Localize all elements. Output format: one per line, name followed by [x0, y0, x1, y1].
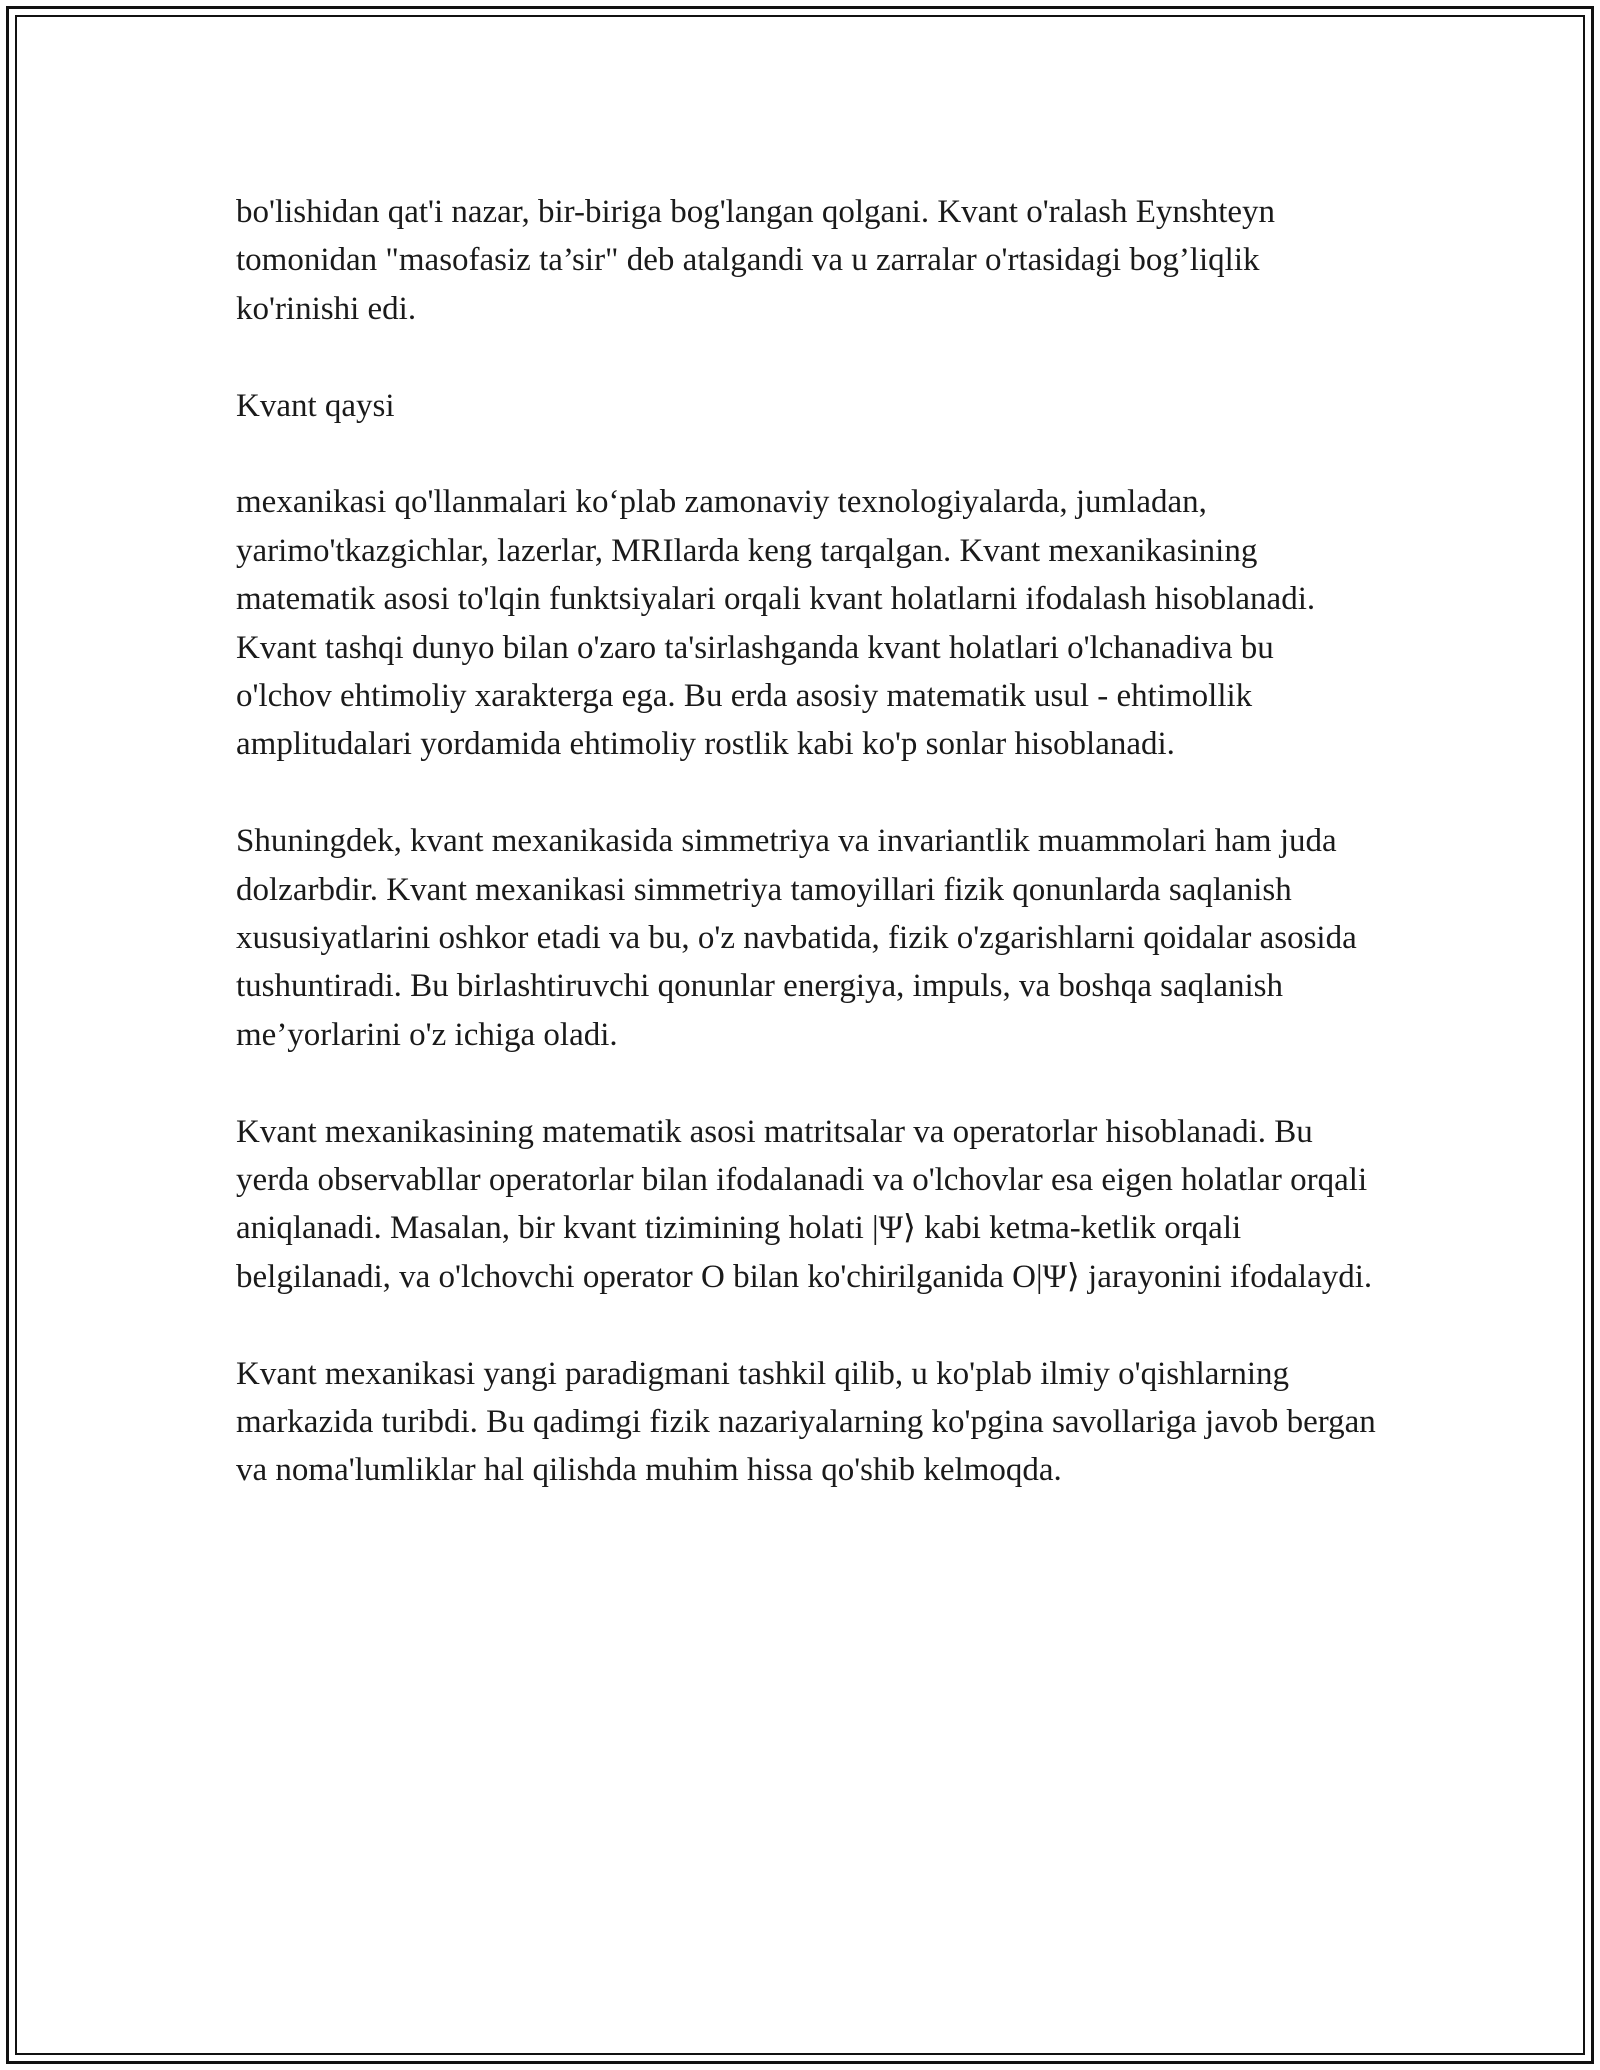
paragraph-entanglement-continuation: bo'lishidan qat'i nazar, bir-biriga bog'langan qolgani. Kvant o'ralash Eynshteyn tomonidan "masofasiz ta’sir" deb atalgandi va u zarralar o'rtasidagi bog’liqlik ko'rinishi edi. — [236, 194, 1276, 327]
paragraph-fragment-kvant-qaysi: Kvant qaysi — [236, 387, 395, 424]
paragraph-applications: mexanikasi qo'llanmalari ko‘plab zamonaviy texnologiyalarda, jumladan, yarimo'tkazgichlar, lazerlar, MRIlarda keng tarqalgan. Kvant mexanikasining matematik asosi to'lqin funktsiyalari orqali kvant holatlarni ifodalash hisoblanadi. Kvant tashqi dunyo bilan o'zaro ta'sirlashganda kvant holatlari o'lchanadiva bu o'lchov ehtimoliy xarakterga ega. Bu erda asosiy matematik usul - ehtimollik amplitudalari yordamida ehtimoliy rostlik kabi ko'p sonlar hisoblanadi. — [236, 484, 1316, 763]
paragraph-symmetry: Shuningdek, kvant mexanikasida simmetriya va invariantlik muammolari ham juda dolzarbdir. Kvant mexanikasi simmetriya tamoyillari fizik qonunlarda saqlanish xususiyatlarini oshkor etadi va bu, o'z navbatida, fizik o'zgarishlarni qoidalar asosida tushuntiradi. Bu birlashtiruvchi qonunlar energiya, impuls, va boshqa saqlanish me’yorlarini o'z ichiga oladi. — [236, 823, 1357, 1053]
paragraph-conclusion: Kvant mexanikasi yangi paradigmani tashkil qilib, u ko'plab ilmiy o'qishlarning markazida turibdi. Bu qadimgi fizik nazariyalarning ko'pgina savollariga javob bergan va noma'lumliklar hal qilishda muhim hissa qo'shib kelmoqda. — [236, 1355, 1376, 1489]
document-body — [236, 188, 1376, 1543]
paragraph-operators: Kvant mexanikasining matematik asosi matritsalar va operatorlar hisoblanadi. Bu yerda observabllar operatorlar bilan ifodalanadi va o'lchovlar esa eigen holatlar orqali aniqlanadi. Masalan, bir kvant tizimining holati |Ψ⟩ kabi ketma-ketlik orqali belgilanadi, va o'lchovchi operator O bilan ko'chirilganida O|Ψ⟩ jarayonini ifodalaydi. — [236, 1113, 1373, 1295]
